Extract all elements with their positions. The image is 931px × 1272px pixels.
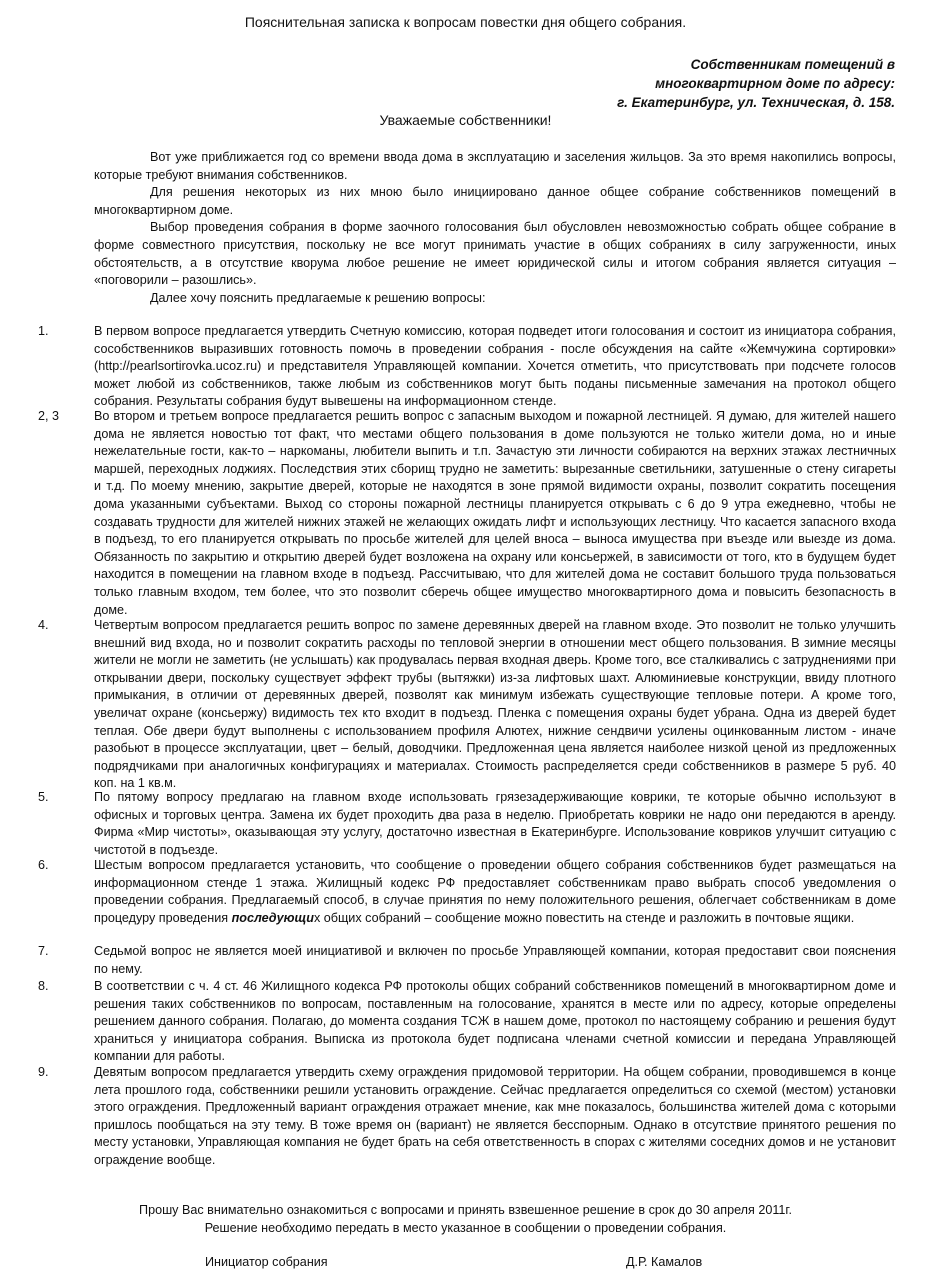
intro-paragraph: Вот уже приближается год со времени ввода дома в эксплуатацию и заселения жильцов. За это время накопились вопросы, которые требуют внимания собственников. bbox=[94, 150, 896, 182]
item-text-emphasis: последующи bbox=[231, 910, 314, 925]
item-text: В первом вопросе предлагается утвердить Счетную комиссию, которая подведет итоги голосования и состоит из инициатора собрания, сособственников выразивших готовность помочь в проведении собрания - после обсуждения на сайте «Жемчужина сортировки» (http://pearlsortirovka.ucoz.ru) и представителя Управляющей компании. Хочется отметить, что присутствовать при подсчете голосов может любой из собственников, также любым из собственников могут быть поданы письменные замечания на протокол общего собрания. Результаты собрания будут вывешены на информационном стенде. bbox=[94, 324, 896, 409]
item-text: Четвертым вопросом предлагается решить вопрос по замене деревянных дверей на главном входе. Это позволит не только улучшить внешний вид входа, но и позволит сократить расходы по тепловой энергии в отношении мест общего пользования. В зимние месяцы жители не могли не заметить (не услышать) как продувалась первая входная дверь. Кроме того, все сталкивались с затруднениями при открывании двери, поскольку существует эффект трубы (вытяжки) из-за лифтовых шахт. Алюминиевые конструкции, ввиду плотного примыкания, в отличии от деревянных дверей, позволят как минимум избежать существующие тепловые потери. А кроме того, увеличат охране (консьержу) видимость тех кто входит в подъезд. Пленка с помещения охраны будет убрана. Одна из дверей будет теплая. Обе двери будут выполнены с использованием профиля Алютех, нижние сендвичи усилены оцинкованным листом - иначе разобьют в процессе эксплуатации, цвет – белый, доводчики. Предложенная цена является наиболее низкой ценой из предложенных подрядчиками при аналогичных конфигурациях и материалах. Стоимость распределяется среди собственников в размере 5 руб. 40 коп. на 1 кв.м. bbox=[94, 618, 896, 791]
item-text: Во втором и третьем вопросе предлагается решить вопрос с запасным выходом и пожарной лестницей. Я думаю, для жителей нашего дома не является новостью тот факт, что местами общего пользования в доме пользуются не только жители дома, но и иные нежелательные гости, как-то – наркоманы, любители выпить и т.п. Зачастую эти личности собираются на верхних этажах лестничных маршей, переходных лоджиях. Последствия этих сборищ трудно не заметить: вырезанные светильники, затушенные о стену сигареты и т.д. По моему мнению, закрытие дверей, которые не находятся в зоне прямой видимости охраны, позволит сократить посещения дома указанными субъектами. Выход со стороны пожарной лестницы планируется открывать с 6 до 9 утра ежедневно, чтобы не создавать трудности для жителей нижних этажей не желающих ожидать лифт и использующих лестницу. Что касается запасного входа в подъезд, то его планируется открывать по просьбе жителей для целей вноса – выноса имущества при въезде или выезде из дома. Обязанность по закрытию и открытию дверей будет возложена на охрану или консьержей, в зависимости от того, кто в будущем будет находится в помещении на главном входе в подъезд. Рассчитываю, что для жителей дома не составит большого труда пользоваться только главным входом, тем более, что это позволит сберечь общее имущество многоквартирного дома и повысить безопасность в доме. bbox=[94, 409, 896, 617]
greeting: Уважаемые собственники! bbox=[379, 112, 552, 128]
item-number: 7. bbox=[38, 944, 49, 958]
item-text-part: Шестым вопросом предлагается установить, что сообщение о проведении общего собрания собственников будет размещаться на информационном стенде 1 этажа. Жилищный кодекс РФ предоставляет собственникам право выбрать способ уведомления о проведении собрания. Предлагаемый способ, в случае принятия по нему положительного решения, облегчает собственникам в доме процедуру проведения bbox=[94, 858, 896, 925]
address-line: Собственникам помещений в bbox=[690, 57, 895, 72]
item-number: 6. bbox=[38, 858, 49, 872]
signature-name: Д.Р. Камалов bbox=[626, 1255, 703, 1269]
intro-paragraph: Выбор проведения собрания в форме заочного голосования был обусловлен невозможностью собрать общее собрание в форме совместного присутствия, поскольку не все могут принимать участие в общих собраниях в силу загруженности, иных обстоятельств, а в отсутствие кворума любое решение не имеет юридической силы и итогом собрания является ситуация – «поговорили – разошлись». bbox=[94, 220, 896, 288]
item-number: 4. bbox=[38, 618, 49, 632]
address-line: многоквартирном доме по адресу: bbox=[655, 76, 895, 91]
closing-paragraph: Прошу Вас внимательно ознакомиться с вопросами и принять взвешенное решение в срок до 30 апреля 2011г. bbox=[139, 1203, 792, 1217]
item-text: Девятым вопросом предлагается утвердить схему ограждения придомовой территории. На общем собрании, проводившемся в конце лета прошлого года, собственники решили установить ограждение. Сейчас предлагается определиться со схемой (местом) установки этого ограждения. Предложенный вариант ограждения отражает мнение, как мне показалось, большинства жителей дома с которыми пришлось пообщаться на эту тему. В тоже время он (вариант) не является бесспорным. Однако в отсутствие принятого решения по месту установки, Управляющая компания не будет брать на себя ответственность в спорах с жителями соседних домов и не установит ограждение вообще. bbox=[94, 1065, 896, 1167]
recipient-address bbox=[617, 55, 895, 112]
closing-section bbox=[0, 1201, 931, 1237]
item-text bbox=[94, 857, 896, 927]
signature-role: Инициатор собрания bbox=[205, 1255, 328, 1269]
address-line: г. Екатеринбург, ул. Техническая, д. 158. bbox=[617, 95, 895, 110]
item-number: 2, 3 bbox=[38, 409, 60, 423]
intro-paragraph: Далее хочу пояснить предлагаемые к решению вопросы: bbox=[150, 290, 486, 305]
item-text: Седьмой вопрос не является моей инициативой и включен по просьбе Управляющей компании, которая предоставит свои пояснения по нему. bbox=[94, 944, 896, 976]
closing-paragraph: Решение необходимо передать в место указанное в сообщении о проведении собрания. bbox=[204, 1221, 727, 1235]
intro-section bbox=[94, 149, 896, 307]
item-text-part: х общих собраний – сообщение можно повестить на стенде и разложить в почтовые ящики. bbox=[313, 910, 855, 925]
item-number: 1. bbox=[38, 324, 49, 338]
item-number: 5. bbox=[38, 790, 49, 804]
item-text: По пятому вопросу предлагаю на главном входе использовать грязезадерживающие коврики, те которые обычно используют в офисных и торговых центра. Замена их будет проходить два раза в неделю. Приобретать коврики не надо они передаются в аренду. Фирма «Мир чистоты», оказывающая эту услугу, достаточно известная в Екатеринбурге. Использование ковриков улучшит ситуацию с чистотой в подъезде. bbox=[94, 790, 896, 857]
item-number: 9. bbox=[38, 1065, 49, 1079]
document-title: Пояснительная записка к вопросам повестки дня общего собрания. bbox=[244, 14, 687, 30]
item-number: 8. bbox=[38, 979, 49, 993]
item-text: В соответствии с ч. 4 ст. 46 Жилищного кодекса РФ протоколы общих собраний собственников помещений в многоквартирном доме и решения таких собственников по вопросам, поставленным на голосование, хранятся в месте или по адресу, которые определены решением данного собрания. Полагаю, до момента создания ТСЖ в нашем доме, протокол по настоящему собранию и решения будут храниться у инициатора собрания. Выписка из протокола будет подписана членами счетной комиссии и передана Управляющей компании для работы. bbox=[94, 979, 896, 1064]
intro-paragraph: Для решения некоторых из них мною было инициировано данное общее собрание собственников помещений в многоквартирном доме. bbox=[94, 185, 896, 217]
